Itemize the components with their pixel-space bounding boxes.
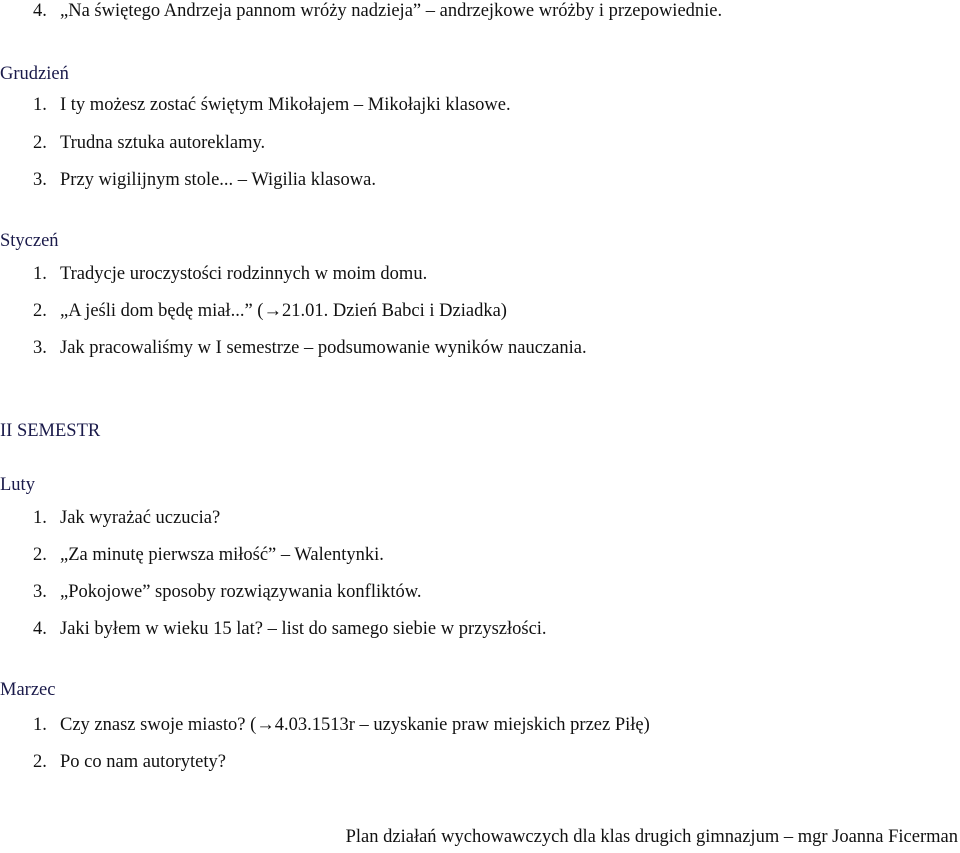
item-number: 3. xyxy=(33,582,47,602)
item-text: Czy znasz swoje miasto? (→4.03.1513r – uzyskanie praw miejskich przez Piłę) xyxy=(60,715,650,735)
item-text: Po co nam autorytety? xyxy=(60,752,226,772)
item-number: 1. xyxy=(33,95,47,115)
month-heading-styczen: Styczeń xyxy=(0,231,59,251)
item-text: „Pokojowe” sposoby rozwiązywania konfliktów. xyxy=(60,582,422,602)
semester-heading: II SEMESTR xyxy=(0,421,101,441)
item-number: 3. xyxy=(33,338,47,358)
item-number: 2. xyxy=(33,752,47,772)
month-heading-grudzien: Grudzień xyxy=(0,64,69,84)
item-number: 1. xyxy=(33,264,47,284)
item-number: 2. xyxy=(33,545,47,565)
item-text: „A jeśli dom będę miał...” (→21.01. Dzień Babci i Dziadka) xyxy=(60,301,507,321)
month-heading-marzec: Marzec xyxy=(0,680,56,700)
item-text: „Na świętego Andrzeja pannom wróży nadzieja” – andrzejkowe wróżby i przepowiednie. xyxy=(60,1,723,21)
item-number: 2. xyxy=(33,301,47,321)
item-number: 4. xyxy=(33,1,47,21)
item-text: Trudna sztuka autoreklamy. xyxy=(60,133,266,153)
item-text: Tradycje uroczystości rodzinnych w moim domu. xyxy=(60,264,428,284)
item-number: 2. xyxy=(33,133,47,153)
item-text: Jak pracowaliśmy w I semestrze – podsumowanie wyników nauczania. xyxy=(60,338,587,358)
item-text: Jaki byłem w wieku 15 lat? – list do samego siebie w przyszłości. xyxy=(60,619,547,639)
item-text: I ty możesz zostać świętym Mikołajem – Mikołajki klasowe. xyxy=(60,95,511,115)
month-heading-luty: Luty xyxy=(0,475,35,495)
item-number: 1. xyxy=(33,508,47,528)
item-text: „Za minutę pierwsza miłość” – Walentynki. xyxy=(60,545,384,565)
item-text: Jak wyrażać uczucia? xyxy=(60,508,221,528)
item-text: Przy wigilijnym stole... – Wigilia klasowa. xyxy=(60,170,376,190)
item-number: 3. xyxy=(33,170,47,190)
item-number: 4. xyxy=(33,619,47,639)
item-number: 1. xyxy=(33,715,47,735)
page-footer: Plan działań wychowawczych dla klas drugich gimnazjum – mgr Joanna Ficerman xyxy=(345,827,958,847)
